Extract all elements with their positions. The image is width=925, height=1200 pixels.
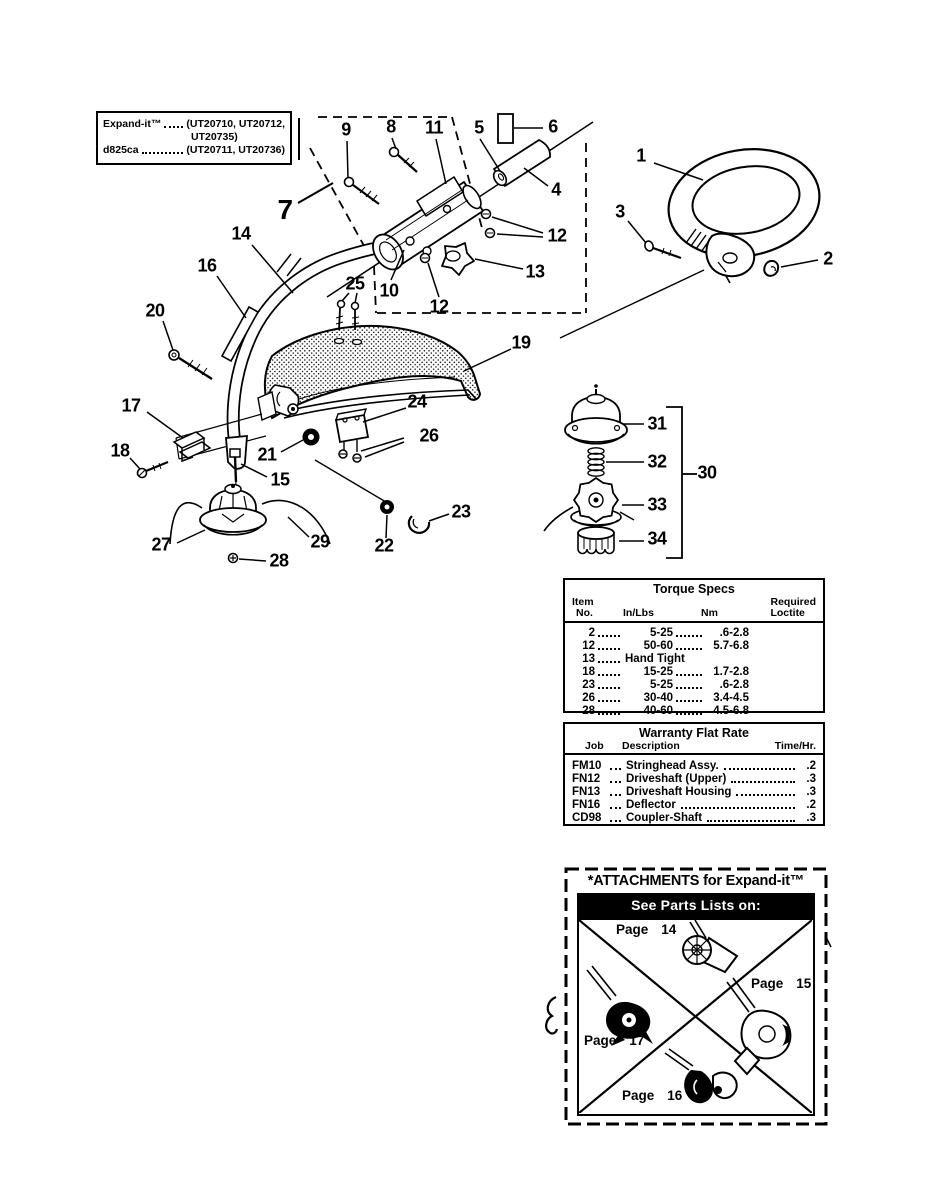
model-box-row: UT20735) <box>191 131 238 143</box>
callout-24: 24 <box>407 391 427 412</box>
torque-table-header <box>565 596 823 623</box>
callout-25: 25 <box>345 273 365 294</box>
model-number-box <box>96 111 292 165</box>
col-description: Description <box>622 740 680 752</box>
bolt-28 <box>229 554 238 563</box>
col-item-line2: No. <box>576 607 593 619</box>
callout-12: 12 <box>547 225 567 246</box>
washer-21 <box>303 429 320 446</box>
screw-9 <box>345 178 380 205</box>
callout-33: 33 <box>647 494 667 515</box>
warranty-table-title: Warranty Flat Rate <box>639 726 749 740</box>
trimmer-sketch <box>587 966 653 1046</box>
callout-23: 23 <box>451 501 471 522</box>
callout-10: 10 <box>379 280 399 301</box>
attachment-page-17: Page 17 <box>584 1033 645 1048</box>
callout-18: 18 <box>110 440 130 461</box>
edger-sketch <box>683 920 737 972</box>
stringhead-27 <box>200 484 266 535</box>
link-line <box>315 460 386 502</box>
callout-15: 15 <box>270 469 290 490</box>
model-box-row: Expand-it™ (UT20710, UT20712, <box>103 118 285 130</box>
attachments-panel <box>577 918 815 1116</box>
callout-31: 31 <box>647 413 667 434</box>
attachments-title: *ATTACHMENTS for Expand-it™ <box>587 873 805 889</box>
torque-row: 13 Hand Tight <box>582 653 685 665</box>
callout-28: 28 <box>269 550 289 571</box>
callout-30: 30 <box>697 462 717 483</box>
margin-tick <box>827 939 831 947</box>
callout-3: 3 <box>615 201 625 222</box>
callout-5: 5 <box>474 117 484 138</box>
col-nm: Nm <box>701 607 718 619</box>
clamp-17 <box>174 432 210 461</box>
warranty-row: FN16 Deflector .2 <box>572 799 816 811</box>
callout-21: 21 <box>257 444 277 465</box>
callout-19: 19 <box>511 332 531 353</box>
torque-row: 2 5-25 .6-2.8 <box>588 627 749 639</box>
model-box-row: d825ca (UT20711, UT20736) <box>103 144 285 156</box>
warranty-table-header <box>565 740 823 755</box>
torque-table-rows <box>565 623 823 717</box>
screw-3 <box>644 240 681 258</box>
star-knob-13 <box>442 243 474 275</box>
torque-table-title: Torque Specs <box>653 582 735 596</box>
callout-34: 34 <box>647 528 667 549</box>
stringhead-assembly-30 <box>544 384 697 558</box>
col-loctite-line2: Loctite <box>770 607 805 619</box>
callout-29: 29 <box>310 531 330 552</box>
screws-26 <box>339 450 361 462</box>
attachments-sketches <box>579 920 812 1113</box>
attachment-page-15: Page 15 <box>751 976 812 991</box>
torque-specs-table <box>563 578 825 717</box>
handle-mount-line <box>560 270 704 338</box>
col-item-line1: Item <box>572 596 594 608</box>
col-job: Job <box>585 740 604 752</box>
screw-18 <box>138 462 169 478</box>
clip-23 <box>409 516 429 533</box>
screw-20 <box>169 350 212 379</box>
callout-4: 4 <box>551 179 561 200</box>
blower-sketch <box>727 978 790 1074</box>
callout-2: 2 <box>823 248 833 269</box>
warranty-row: CD98 Coupler-Shaft .3 <box>572 812 816 824</box>
warranty-row: FN12 Driveshaft (Upper) .3 <box>572 773 816 785</box>
callout-13: 13 <box>525 261 545 282</box>
callout-12: 12 <box>429 296 449 317</box>
col-inlbs: In/Lbs <box>623 607 654 619</box>
callout-11: 11 <box>424 117 444 138</box>
torque-row: 26 30-40 3.4-4.5 <box>582 692 749 704</box>
attachment-page-16: Page 16 <box>622 1088 683 1103</box>
callout-26: 26 <box>419 425 439 446</box>
torque-row: 12 50-60 5.7-6.8 <box>582 640 749 652</box>
col-time: Time/Hr. <box>774 740 816 752</box>
attachments-banner: See Parts Lists on: <box>577 893 815 918</box>
callout-22: 22 <box>374 535 394 556</box>
spring-32 <box>588 448 604 476</box>
model-box-rows <box>103 117 285 156</box>
col-loctite-line1: Required <box>770 596 816 608</box>
callout-1: 1 <box>636 145 646 166</box>
callout-9: 9 <box>341 119 351 140</box>
warranty-flat-rate-table <box>563 722 825 826</box>
attachment-page-14: Page 14 <box>616 922 677 937</box>
torque-row: 28 40-60 4.5-6.8 <box>582 705 749 717</box>
callout-16: 16 <box>197 255 217 276</box>
warranty-row: FM10 Stringhead Assy. .2 <box>572 760 816 772</box>
label-6 <box>498 114 513 143</box>
callout-7: 7 <box>277 194 293 225</box>
warranty-table-rows <box>565 755 823 824</box>
bump-knob-34 <box>578 527 614 554</box>
group-30-bracket <box>666 407 697 558</box>
screws-25 <box>336 301 359 331</box>
torque-row: 23 5-25 .6-2.8 <box>582 679 749 691</box>
block-24 <box>336 409 368 452</box>
callout-17: 17 <box>121 395 141 416</box>
callout-27: 27 <box>151 534 171 555</box>
washer-22 <box>380 500 394 514</box>
callout-20: 20 <box>145 300 165 321</box>
callout-8: 8 <box>386 116 396 137</box>
callout-14: 14 <box>231 223 251 244</box>
warranty-row: FN13 Driveshaft Housing .3 <box>572 786 816 798</box>
margin-squiggle <box>546 997 557 1033</box>
torque-row: 18 15-25 1.7-2.8 <box>582 666 749 678</box>
wing-fastener-2 <box>764 261 778 276</box>
screw-8 <box>390 148 418 173</box>
callout-32: 32 <box>647 451 667 472</box>
tiller-sketch <box>665 1049 737 1103</box>
callout-6: 6 <box>548 116 558 137</box>
